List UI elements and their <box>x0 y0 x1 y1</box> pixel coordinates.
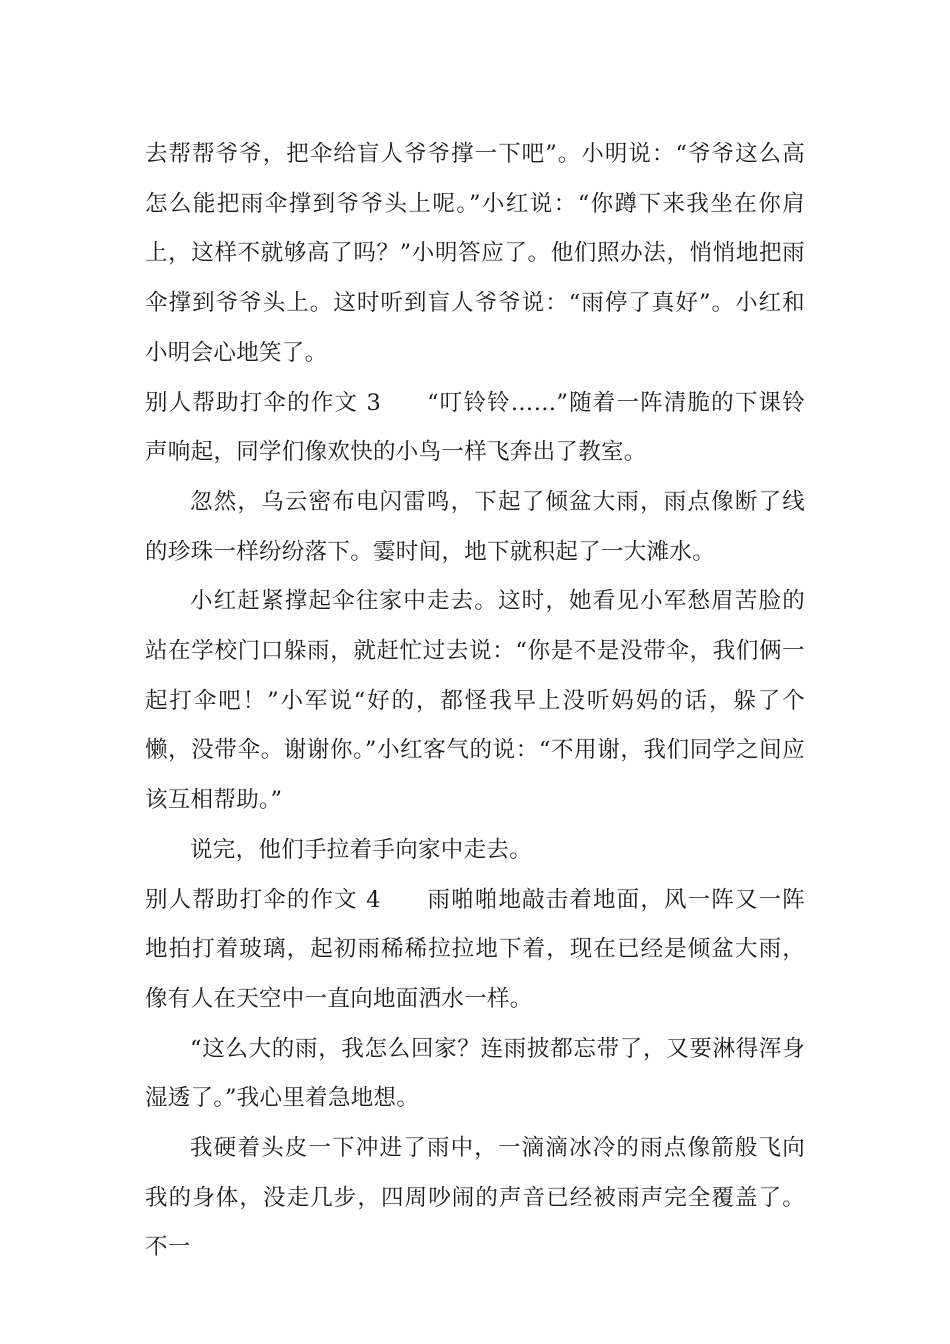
paragraph: 我硬着头皮一下冲进了雨中，一滴滴冰冷的雨点像箭般飞向我的身体，没走几步，四周吵闹的声音已经被雨声完全覆盖了。不一 <box>145 1135 805 1261</box>
paragraph: 说完，他们手拉着手向家中走去。 <box>190 836 533 863</box>
section-paragraph-3 <box>145 379 805 478</box>
paragraph: “这么大的雨，我怎么回家？连雨披都忘带了，又要淋得浑身湿透了。”我心里着急地想。 <box>145 1035 805 1112</box>
paragraph: 去帮帮爷爷，把伞给盲人爷爷撑一下吧”。小明说：“爷爷这么高怎么能把雨伞撑到爷爷头上呢。”小红说：“你蹲下来我坐在你肩上，这样不就够高了吗？”小明答应了。他们照办法，悄悄地把雨伞撑到爷爷头上。这时听到盲人爷爷说：“雨停了真好”。小红和小明会心地笑了。 <box>145 141 805 366</box>
section-paragraph-4 <box>145 876 805 1025</box>
section-body-4: 雨啪啪地敲击着地面，风一阵又一阵地拍打着玻璃，起初雨稀稀拉拉地下着，现在已经是倾盆大雨，像有人在天空中一直向地面洒水一样。 <box>145 886 805 1012</box>
paragraph: 小红赶紧撑起伞往家中走去。这时，她看见小军愁眉苦脸的站在学校门口躲雨，就赶忙过去说：“你是不是没带伞，我们俩一起打伞吧！”小军说“好的，都怪我早上没听妈妈的话，躲了个懒，没带伞。谢谢你。”小红客气的说：“不用谢，我们同学之间应该互相帮助。” <box>145 588 805 814</box>
document-page <box>145 130 805 1273</box>
section-body-3: “叮铃铃……”随着一阵清脆的下课铃声响起，同学们像欢快的小鸟一样飞奔出了教室。 <box>145 389 805 466</box>
paragraph: 忽然，乌云密布电闪雷鸣，下起了倾盆大雨，雨点像断了线的珍珠一样纷纷落下。霎时间，地下就积起了一大滩水。 <box>145 488 805 565</box>
section-heading-4: 别人帮助打伞的作文 4 <box>145 886 381 913</box>
section-heading-3: 别人帮助打伞的作文 3 <box>145 389 382 416</box>
